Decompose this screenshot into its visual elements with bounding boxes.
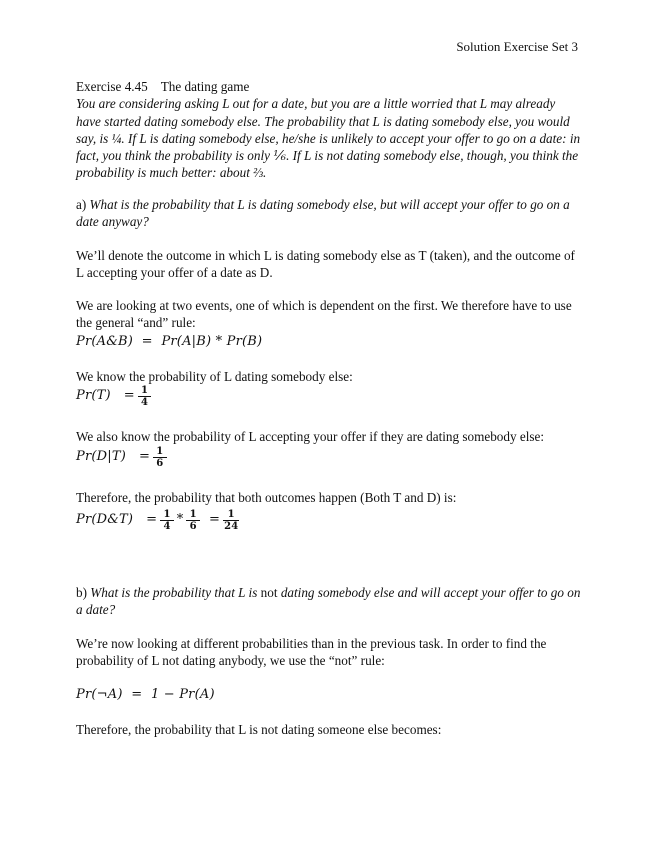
exercise-title: Exercise 4.45 The dating game <box>76 79 250 94</box>
part-a-para1: We’ll denote the outcome in which L is dating somebody else as T (taken), and the outcome of L accepting your offer of a date as D. <box>76 248 575 281</box>
part-a-label: a) <box>76 197 87 212</box>
part-a-para5: Therefore, the probability that both outcomes happen (Both T and D) is: <box>76 490 457 505</box>
equation-pr-d-given-t <box>76 444 581 470</box>
fraction-one-quarter: $\frac{1}{4}$ <box>138 363 152 430</box>
part-b-para2: Therefore, the probability that L is not dating someone else becomes: <box>76 722 442 737</box>
part-b-question-pre: What is the probability that L is <box>90 585 261 600</box>
part-a-para2: We are looking at two events, one of which is dependent on the first. We therefore have to use the general “and” rule: <box>76 298 572 331</box>
part-b-para1: We’re now looking at different probabilities than in the previous task. In order to find the probability of L not dating anybody, we use the “not” rule: <box>76 636 547 669</box>
fraction-one-sixth: $\frac{1}{6}$ <box>153 424 167 491</box>
equation-pr-t-lhs: Pr(T) = <box>76 388 135 404</box>
page-header: Solution Exercise Set 3 <box>456 39 578 54</box>
fraction-one-quarter-b: $\frac{1}{4}$ <box>160 487 174 554</box>
equation-pr-t <box>76 383 581 409</box>
exercise-intro: You are considering asking L out for a date, but you are a little worried that L may already have started dating somebody else. The probability that L is dating somebody else, you would say, is ¼. If L is dating somebody else, he/she is unlikely to accept your offer to go on a date: in fact, you think the probability is only ⅙. If L is not dating somebody else, though, you think the probability is much better: about ⅔. <box>76 96 581 181</box>
fraction-one-twentyfourth: $\frac{1}{24}$ <box>224 508 239 532</box>
equals-sign: = <box>209 512 221 528</box>
part-a-question-text: What is the probability that L is dating somebody else, but will accept your offer to go on a date anyway? <box>76 197 570 230</box>
part-b-question <box>76 584 581 619</box>
equation-pr-d-and-t-lhs: Pr(D&T) = <box>76 512 158 528</box>
equation-not-rule: Pr(¬A) = 1 − Pr(A) <box>76 687 215 703</box>
part-b-label: b) <box>76 585 87 600</box>
part-b-question-post: dating somebody else and will accept your offer to go on a date? <box>76 585 581 618</box>
times-sign: * <box>176 512 184 528</box>
equation-pr-d-given-t-lhs: Pr(D|T) = <box>76 449 151 465</box>
fraction-one-sixth-b: $\frac{1}{6}$ <box>186 487 200 554</box>
part-b-question-not: not <box>260 585 278 600</box>
exercise-section <box>76 78 581 182</box>
part-a-para3: We know the probability of L dating somebody else: <box>76 369 353 384</box>
equation-and-rule: Pr(A&B) = Pr(A|B) * Pr(B) <box>76 334 263 350</box>
equation-pr-d-and-t <box>76 507 581 533</box>
part-a-question <box>76 196 581 231</box>
part-a-para4: We also know the probability of L accepting your offer if they are dating somebody else: <box>76 429 545 444</box>
